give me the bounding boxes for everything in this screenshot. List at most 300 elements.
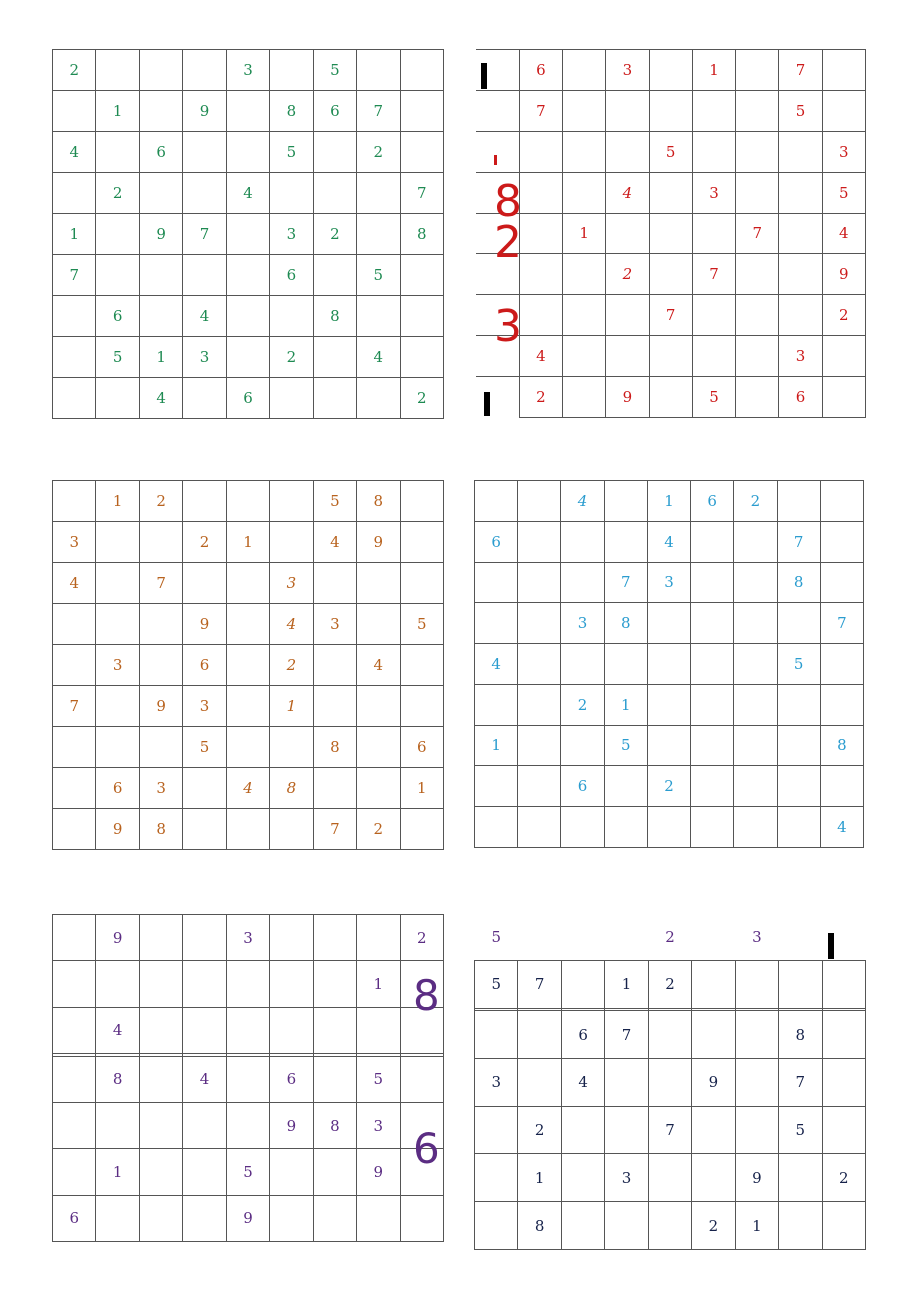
grid-cell xyxy=(561,914,604,960)
grid-cell xyxy=(270,727,313,768)
grid-cell: 3 xyxy=(561,603,604,644)
grid-cell xyxy=(561,807,604,848)
grid-cell: 2 xyxy=(692,1202,735,1250)
grid-cell xyxy=(475,684,518,725)
grid-row xyxy=(53,481,444,522)
grid-cell: 1 xyxy=(647,481,690,522)
grid-row xyxy=(53,1007,444,1053)
grid-cell xyxy=(183,255,226,296)
grid-cell xyxy=(779,254,822,295)
grid-cell xyxy=(605,1202,648,1250)
grid-cell xyxy=(183,961,226,1007)
grid-cell: 4 xyxy=(313,522,356,563)
grid-cell xyxy=(400,91,444,132)
grid-cell xyxy=(777,807,820,848)
grid-row xyxy=(53,1102,444,1148)
clipped-digit: 6 xyxy=(413,1124,440,1173)
grid-cell xyxy=(692,336,735,377)
grid-cell: 2 xyxy=(96,173,139,214)
grid-cell: 6 xyxy=(779,377,822,418)
grid-cell xyxy=(605,914,648,960)
grid-cell xyxy=(313,1056,356,1102)
grid-cell xyxy=(736,50,779,91)
grid-cell: 4 xyxy=(183,1056,226,1102)
grid-cell: 7 xyxy=(736,213,779,254)
grid-cell xyxy=(226,604,269,645)
grid-cell xyxy=(606,336,649,377)
grid-cell xyxy=(53,378,96,419)
grid-cell xyxy=(475,807,518,848)
grid-cell xyxy=(777,684,820,725)
grid-cell xyxy=(822,50,865,91)
grid-cell: 2 xyxy=(313,214,356,255)
grid-cell: 8 xyxy=(139,809,182,850)
grid-cell: 8 xyxy=(313,296,356,337)
grid-row xyxy=(53,915,444,961)
grid-cell xyxy=(647,725,690,766)
grid-cell xyxy=(518,562,561,603)
grid-cell xyxy=(691,684,734,725)
grid-cell xyxy=(647,603,690,644)
grid-cell: 8 xyxy=(313,727,356,768)
grid-row xyxy=(53,132,444,173)
grid-row xyxy=(475,914,866,960)
grid-cell xyxy=(606,295,649,336)
grid-cell xyxy=(735,1058,778,1106)
grid-cell xyxy=(226,1102,269,1148)
grid-cell: 6 xyxy=(53,1195,96,1241)
grid-cell xyxy=(736,254,779,295)
grid-cell xyxy=(822,1058,866,1106)
grid-cell xyxy=(475,766,518,807)
grid-row xyxy=(475,481,864,522)
grid-cell xyxy=(53,915,96,961)
grid-cell xyxy=(777,481,820,522)
grid-cell xyxy=(779,914,822,960)
grid-cell xyxy=(561,521,604,562)
grid-cell: 3 xyxy=(735,914,778,960)
grid-cell: 2 xyxy=(357,809,400,850)
grid-cell xyxy=(183,1195,226,1241)
grid-cell: 6 xyxy=(226,378,269,419)
grid-cell: 3 xyxy=(605,1154,648,1202)
grid-cell xyxy=(53,481,96,522)
grid-cell xyxy=(400,645,444,686)
grid-cell xyxy=(691,807,734,848)
clipped-digit: 8 xyxy=(413,971,440,1020)
grid-cell: 5 xyxy=(692,377,735,418)
sudoku-grid-6 xyxy=(474,914,866,1250)
grid-cell: 7 xyxy=(820,603,863,644)
grid-cell: 1 xyxy=(96,91,139,132)
grid-cell xyxy=(735,960,778,1008)
cut-mark-bottom xyxy=(484,392,490,416)
grid-cell: 6 xyxy=(183,645,226,686)
grid-cell xyxy=(139,1102,182,1148)
grid-row xyxy=(476,131,866,172)
grid-cell: 1 xyxy=(226,522,269,563)
grid-cell xyxy=(139,1149,182,1195)
grid-cell xyxy=(139,1195,182,1241)
grid-row xyxy=(53,1149,444,1195)
grid-cell xyxy=(400,686,444,727)
grid-cell: 4 xyxy=(96,1007,139,1053)
grid-cell xyxy=(561,1106,604,1154)
grid-cell xyxy=(183,378,226,419)
grid-cell: 9 xyxy=(183,604,226,645)
grid-cell: 3 xyxy=(606,50,649,91)
grid-cell: 4 xyxy=(561,1058,604,1106)
grid-cell xyxy=(96,522,139,563)
grid-cell: 7 xyxy=(357,91,400,132)
grid-cell xyxy=(518,644,561,685)
grid-cell xyxy=(400,337,444,378)
grid-cell xyxy=(139,296,182,337)
grid-cell xyxy=(475,1106,518,1154)
grid-cell xyxy=(606,90,649,131)
grid-cell: 3 xyxy=(357,1102,400,1148)
grid-cell: 3 xyxy=(226,50,269,91)
grid-cell xyxy=(313,337,356,378)
grid-cell: 9 xyxy=(96,809,139,850)
grid-row xyxy=(476,172,866,213)
grid-cell: 8 xyxy=(779,1011,822,1059)
grid-cell xyxy=(647,807,690,848)
grid-cell xyxy=(400,809,444,850)
grid-cell: 1 xyxy=(96,1149,139,1195)
clipped-digit: 3 xyxy=(494,301,522,352)
grid-cell: 4 xyxy=(53,132,96,173)
grid-row xyxy=(476,377,866,418)
grid-cell: 2 xyxy=(400,915,444,961)
grid-cell xyxy=(270,296,313,337)
grid-cell xyxy=(357,378,400,419)
grid-cell: 2 xyxy=(270,645,313,686)
clipped-digit-fragment xyxy=(494,155,507,165)
grid-cell xyxy=(226,1007,269,1053)
grid-cell: 7 xyxy=(53,686,96,727)
grid-cell xyxy=(183,481,226,522)
grid-cell xyxy=(226,686,269,727)
grid-cell xyxy=(139,173,182,214)
grid-cell: 1 xyxy=(605,960,648,1008)
grid-row xyxy=(53,961,444,1007)
grid-cell xyxy=(400,1195,444,1241)
grid-cell xyxy=(734,603,777,644)
grid-cell xyxy=(96,563,139,604)
grid-cell xyxy=(96,378,139,419)
grid-cell xyxy=(647,644,690,685)
grid-cell xyxy=(226,727,269,768)
grid-cell xyxy=(96,727,139,768)
grid-cell: 3 xyxy=(183,337,226,378)
grid-cell: 2 xyxy=(270,337,313,378)
grid-cell xyxy=(313,1149,356,1195)
grid-cell xyxy=(400,50,444,91)
grid-cell xyxy=(476,131,519,172)
grid-row xyxy=(53,214,444,255)
grid-cell xyxy=(820,684,863,725)
grid-cell: 7 xyxy=(777,521,820,562)
grid-cell: 7 xyxy=(779,1058,822,1106)
grid-cell xyxy=(226,255,269,296)
grid-cell xyxy=(736,377,779,418)
grid-cell xyxy=(605,1106,648,1154)
grid-cell: 4 xyxy=(561,481,604,522)
grid-cell: 4 xyxy=(475,644,518,685)
grid-cell xyxy=(518,725,561,766)
grid-cell: 5 xyxy=(822,172,865,213)
grid-cell xyxy=(357,296,400,337)
grid-cell: 1 xyxy=(604,684,647,725)
grid-cell: 2 xyxy=(183,522,226,563)
grid-cell: 8 xyxy=(96,1056,139,1102)
grid-cell xyxy=(96,50,139,91)
grid-cell: 8 xyxy=(604,603,647,644)
grid-cell: 5 xyxy=(779,1106,822,1154)
grid-cell: 7 xyxy=(400,173,444,214)
grid-cell: 5 xyxy=(226,1149,269,1195)
grid-cell xyxy=(357,1007,400,1053)
grid-cell xyxy=(139,727,182,768)
grid-row xyxy=(475,562,864,603)
grid-cell xyxy=(96,686,139,727)
grid-cell xyxy=(183,563,226,604)
grid-cell xyxy=(313,378,356,419)
grid-cell: 7 xyxy=(183,214,226,255)
grid-cell xyxy=(518,521,561,562)
grid-cell xyxy=(53,91,96,132)
grid-cell: 4 xyxy=(270,604,313,645)
grid-cell xyxy=(735,1106,778,1154)
grid-cell xyxy=(139,961,182,1007)
grid-cell xyxy=(183,132,226,173)
grid-cell xyxy=(357,604,400,645)
grid-cell xyxy=(518,766,561,807)
grid-cell xyxy=(53,768,96,809)
grid-cell xyxy=(692,213,735,254)
grid-cell: 1 xyxy=(53,214,96,255)
grid-cell xyxy=(313,563,356,604)
grid-row xyxy=(475,725,864,766)
grid-cell: 9 xyxy=(139,686,182,727)
grid-cell: 6 xyxy=(96,296,139,337)
grid-cell xyxy=(226,296,269,337)
grid-cell xyxy=(822,960,866,1008)
grid-cell xyxy=(649,336,692,377)
grid-cell: 4 xyxy=(226,173,269,214)
grid-cell: 1 xyxy=(400,768,444,809)
grid-cell xyxy=(777,766,820,807)
grid-cell: 3 xyxy=(475,1058,518,1106)
grid-row xyxy=(53,727,444,768)
grid-cell xyxy=(357,214,400,255)
grid-cell xyxy=(736,172,779,213)
grid-cell: 4 xyxy=(820,807,863,848)
grid-cell xyxy=(736,90,779,131)
grid-cell xyxy=(139,915,182,961)
grid-cell xyxy=(53,727,96,768)
grid-cell xyxy=(692,295,735,336)
grid-cell xyxy=(313,915,356,961)
grid-cell xyxy=(820,481,863,522)
grid-cell xyxy=(563,90,606,131)
grid-cell xyxy=(779,172,822,213)
grid-cell xyxy=(270,1195,313,1241)
grid-cell: 2 xyxy=(400,378,444,419)
grid-cell: 6 xyxy=(96,768,139,809)
grid-cell xyxy=(475,1011,518,1059)
grid-cell xyxy=(822,1106,866,1154)
grid-cell xyxy=(779,295,822,336)
grid-cell: 9 xyxy=(357,1149,400,1195)
sudoku-grid-6-clip xyxy=(474,914,866,1247)
grid-cell: 1 xyxy=(357,961,400,1007)
grid-cell xyxy=(139,1056,182,1102)
grid-cell: 8 xyxy=(777,562,820,603)
grid-row xyxy=(53,768,444,809)
grid-row xyxy=(53,522,444,563)
grid-row xyxy=(53,337,444,378)
grid-cell xyxy=(692,1154,735,1202)
grid-cell xyxy=(183,915,226,961)
grid-cell: 5 xyxy=(777,644,820,685)
grid-cell: 1 xyxy=(692,50,735,91)
grid-cell xyxy=(183,768,226,809)
grid-cell: 5 xyxy=(475,914,518,960)
grid-cell xyxy=(96,214,139,255)
grid-cell xyxy=(270,50,313,91)
grid-cell xyxy=(561,1202,604,1250)
grid-cell xyxy=(563,295,606,336)
grid-cell xyxy=(692,131,735,172)
grid-cell: 5 xyxy=(475,960,518,1008)
grid-cell xyxy=(313,768,356,809)
grid-cell: 2 xyxy=(648,960,691,1008)
grid-row xyxy=(53,604,444,645)
grid-cell xyxy=(400,255,444,296)
grid-cell xyxy=(691,725,734,766)
grid-cell xyxy=(96,961,139,1007)
grid-cell xyxy=(313,961,356,1007)
grid-cell: 9 xyxy=(226,1195,269,1241)
grid-cell xyxy=(736,295,779,336)
grid-cell xyxy=(96,132,139,173)
grid-cell xyxy=(53,645,96,686)
grid-cell xyxy=(649,90,692,131)
grid-cell xyxy=(648,1202,691,1250)
grid-row xyxy=(53,378,444,419)
grid-row xyxy=(53,1195,444,1241)
grid-cell xyxy=(183,1149,226,1195)
grid-cell xyxy=(606,213,649,254)
grid-cell xyxy=(518,1011,561,1059)
grid-cell xyxy=(518,1058,561,1106)
grid-cell xyxy=(270,1149,313,1195)
grid-cell: 3 xyxy=(270,214,313,255)
grid-cell: 1 xyxy=(475,725,518,766)
grid-cell: 2 xyxy=(518,1106,561,1154)
grid-cell: 2 xyxy=(53,50,96,91)
grid-cell xyxy=(400,296,444,337)
grid-cell xyxy=(313,173,356,214)
grid-cell: 7 xyxy=(53,255,96,296)
grid-cell: 8 xyxy=(400,214,444,255)
grid-cell xyxy=(226,809,269,850)
grid-cell xyxy=(53,604,96,645)
grid-cell xyxy=(734,644,777,685)
grid-cell xyxy=(518,807,561,848)
grid-cell xyxy=(270,378,313,419)
grid-cell xyxy=(692,90,735,131)
grid-cell xyxy=(563,336,606,377)
grid-cell xyxy=(183,173,226,214)
grid-cell xyxy=(313,686,356,727)
grid-cell xyxy=(692,1106,735,1154)
grid-cell xyxy=(822,1011,866,1059)
grid-row xyxy=(53,809,444,850)
grid-cell xyxy=(226,337,269,378)
grid-cell xyxy=(779,1202,822,1250)
grid-cell xyxy=(139,604,182,645)
grid-cell xyxy=(96,1195,139,1241)
grid-cell xyxy=(357,768,400,809)
grid-cell xyxy=(53,1056,96,1102)
grid-row xyxy=(475,1154,866,1202)
grid-cell: 1 xyxy=(270,686,313,727)
grid-cell: 3 xyxy=(96,645,139,686)
grid-cell: 9 xyxy=(357,522,400,563)
grid-cell xyxy=(357,1195,400,1241)
grid-cell xyxy=(226,91,269,132)
grid-cell xyxy=(226,132,269,173)
grid-cell: 4 xyxy=(53,563,96,604)
grid-cell: 1 xyxy=(139,337,182,378)
grid-cell xyxy=(736,131,779,172)
grid-cell: 2 xyxy=(734,481,777,522)
grid-cell xyxy=(400,132,444,173)
grid-row xyxy=(475,807,864,848)
grid-cell: 5 xyxy=(604,725,647,766)
grid-cell: 9 xyxy=(96,915,139,961)
grid-cell: 4 xyxy=(357,337,400,378)
grid-cell: 1 xyxy=(96,481,139,522)
grid-cell xyxy=(183,50,226,91)
grid-row xyxy=(53,255,444,296)
grid-row xyxy=(476,50,866,91)
cut-mark xyxy=(828,933,834,959)
grid-cell: 9 xyxy=(139,214,182,255)
grid-cell xyxy=(822,336,865,377)
grid-cell xyxy=(53,809,96,850)
grid-cell xyxy=(53,296,96,337)
grid-cell: 3 xyxy=(313,604,356,645)
grid-cell xyxy=(519,131,562,172)
grid-cell: 6 xyxy=(313,91,356,132)
clipped-digit: 2 xyxy=(494,217,522,268)
grid-cell: 8 xyxy=(820,725,863,766)
grid-cell xyxy=(270,173,313,214)
grid-cell: 5 xyxy=(183,727,226,768)
grid-cell: 6 xyxy=(400,727,444,768)
grid-cell xyxy=(734,521,777,562)
grid-cell: 5 xyxy=(270,132,313,173)
grid-cell xyxy=(736,336,779,377)
grid-cell xyxy=(518,603,561,644)
grid-cell: 3 xyxy=(270,563,313,604)
grid-cell xyxy=(604,521,647,562)
grid-cell xyxy=(822,377,865,418)
